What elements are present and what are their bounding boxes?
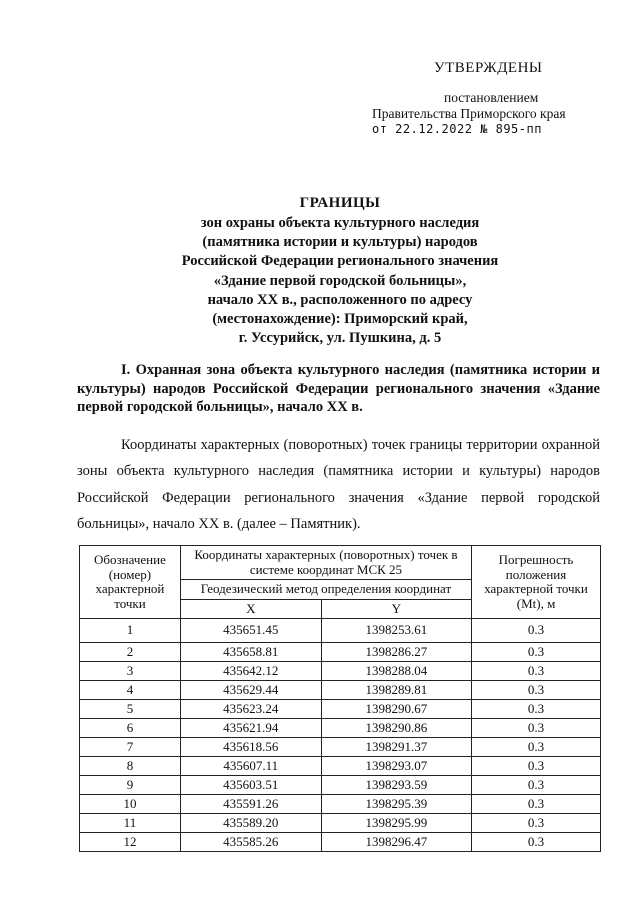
- heading-line: зон охраны объекта культурного наследия: [200, 215, 480, 231]
- accuracy-cell: 0.3: [472, 833, 601, 852]
- x-coordinate-cell: 435618.56: [180, 738, 321, 757]
- table-row: [80, 643, 601, 662]
- point-number-cell: 8: [80, 757, 181, 776]
- y-coordinate-cell: 1398295.99: [321, 814, 471, 833]
- table-row: [80, 776, 601, 795]
- approval-line-resolution: постановлением: [444, 90, 539, 105]
- point-number-cell: 5: [80, 700, 181, 719]
- heading-line: (памятника истории и культуры) народов: [202, 234, 478, 251]
- x-coordinate-cell: 435591.26: [180, 795, 321, 814]
- table-row: [80, 814, 601, 833]
- y-coordinate-cell: 1398286.27: [321, 643, 471, 662]
- point-number-cell: 12: [80, 833, 181, 852]
- accuracy-cell: 0.3: [472, 700, 601, 719]
- accuracy-cell: 0.3: [472, 757, 601, 776]
- heading-line: Российской Федерации регионального значения: [181, 253, 499, 270]
- point-number-cell: 10: [80, 795, 181, 814]
- y-coordinate-cell: 1398290.67: [321, 700, 471, 719]
- point-number-cell: 2: [80, 643, 181, 662]
- document-title: ГРАНИЦЫ: [299, 195, 381, 211]
- heading-line: (местонахождение): Приморский край,: [212, 311, 468, 328]
- header-method: Геодезический метод определения координат: [180, 580, 471, 600]
- point-number-cell: 1: [80, 619, 181, 643]
- header-y: Y: [321, 599, 471, 619]
- y-coordinate-cell: 1398290.86: [321, 719, 471, 738]
- x-coordinate-cell: 435603.51: [180, 776, 321, 795]
- y-coordinate-cell: 1398293.59: [321, 776, 471, 795]
- accuracy-cell: 0.3: [472, 776, 601, 795]
- accuracy-cell: 0.3: [472, 662, 601, 681]
- point-number-cell: 7: [80, 738, 181, 757]
- x-coordinate-cell: 435621.94: [180, 719, 321, 738]
- header-accuracy: Погрешность положения характерной точки (Mt), м: [472, 546, 601, 619]
- point-number-cell: 9: [80, 776, 181, 795]
- x-coordinate-cell: 435651.45: [180, 619, 321, 643]
- accuracy-cell: 0.3: [472, 619, 601, 643]
- accuracy-cell: 0.3: [472, 719, 601, 738]
- table-row: [80, 738, 601, 757]
- accuracy-cell: 0.3: [472, 795, 601, 814]
- header-x: X: [180, 599, 321, 619]
- x-coordinate-cell: 435585.26: [180, 833, 321, 852]
- table-row: [80, 700, 601, 719]
- point-number-cell: 3: [80, 662, 181, 681]
- y-coordinate-cell: 1398293.07: [321, 757, 471, 776]
- x-coordinate-cell: 435642.12: [180, 662, 321, 681]
- table-row: [80, 757, 601, 776]
- y-coordinate-cell: 1398288.04: [321, 662, 471, 681]
- accuracy-cell: 0.3: [472, 681, 601, 700]
- table-row: [80, 681, 601, 700]
- x-coordinate-cell: 435658.81: [180, 643, 321, 662]
- coordinates-table-body: [80, 619, 601, 852]
- accuracy-cell: 0.3: [472, 643, 601, 662]
- heading-line: начало XX в., расположенного по адресу: [207, 291, 473, 308]
- table-row: [80, 662, 601, 681]
- x-coordinate-cell: 435623.24: [180, 700, 321, 719]
- heading-line: «Здание первой городской больницы»,: [213, 272, 467, 289]
- approval-line-date-number: от 22.12.2022 № 895-пп: [372, 122, 542, 136]
- header-coordinates-group: Координаты характерных (поворотных) точек в системе координат МСК 25: [180, 546, 471, 580]
- table-row: [80, 719, 601, 738]
- accuracy-cell: 0.3: [472, 814, 601, 833]
- x-coordinate-cell: 435629.44: [180, 681, 321, 700]
- table-row: [80, 619, 601, 643]
- approval-line-government: Правительства Приморского края: [372, 106, 566, 121]
- y-coordinate-cell: 1398291.37: [321, 738, 471, 757]
- x-coordinate-cell: 435607.11: [180, 757, 321, 776]
- coordinates-table: [79, 545, 601, 852]
- intro-paragraph: Координаты характерных (поворотных) точек границы территории охранной зоны объекта культурного наследия (памятника истории и культуры) народов Российской Федерации регионального значения «Здание первой городской больницы», начало XX в. (далее – Памятник).: [77, 437, 600, 532]
- y-coordinate-cell: 1398296.47: [321, 833, 471, 852]
- accuracy-cell: 0.3: [472, 738, 601, 757]
- table-row: [80, 795, 601, 814]
- approval-title: УТВЕРЖДЕНЫ: [434, 60, 543, 76]
- x-coordinate-cell: 435589.20: [180, 814, 321, 833]
- table-row: [80, 833, 601, 852]
- heading-line: г. Уссурийск, ул. Пушкина, д. 5: [238, 330, 442, 347]
- point-number-cell: 6: [80, 719, 181, 738]
- section-heading: I. Охранная зона объекта культурного наследия (памятника истории и культуры) народов Российской Федерации регионального значения «Здание первой городской больницы», начало XX в.: [77, 362, 600, 415]
- point-number-cell: 4: [80, 681, 181, 700]
- y-coordinate-cell: 1398253.61: [321, 619, 471, 643]
- y-coordinate-cell: 1398295.39: [321, 795, 471, 814]
- document-heading: [70, 192, 610, 348]
- y-coordinate-cell: 1398289.81: [321, 681, 471, 700]
- header-point-number: Обозначение (номер) характерной точки: [80, 546, 181, 619]
- point-number-cell: 11: [80, 814, 181, 833]
